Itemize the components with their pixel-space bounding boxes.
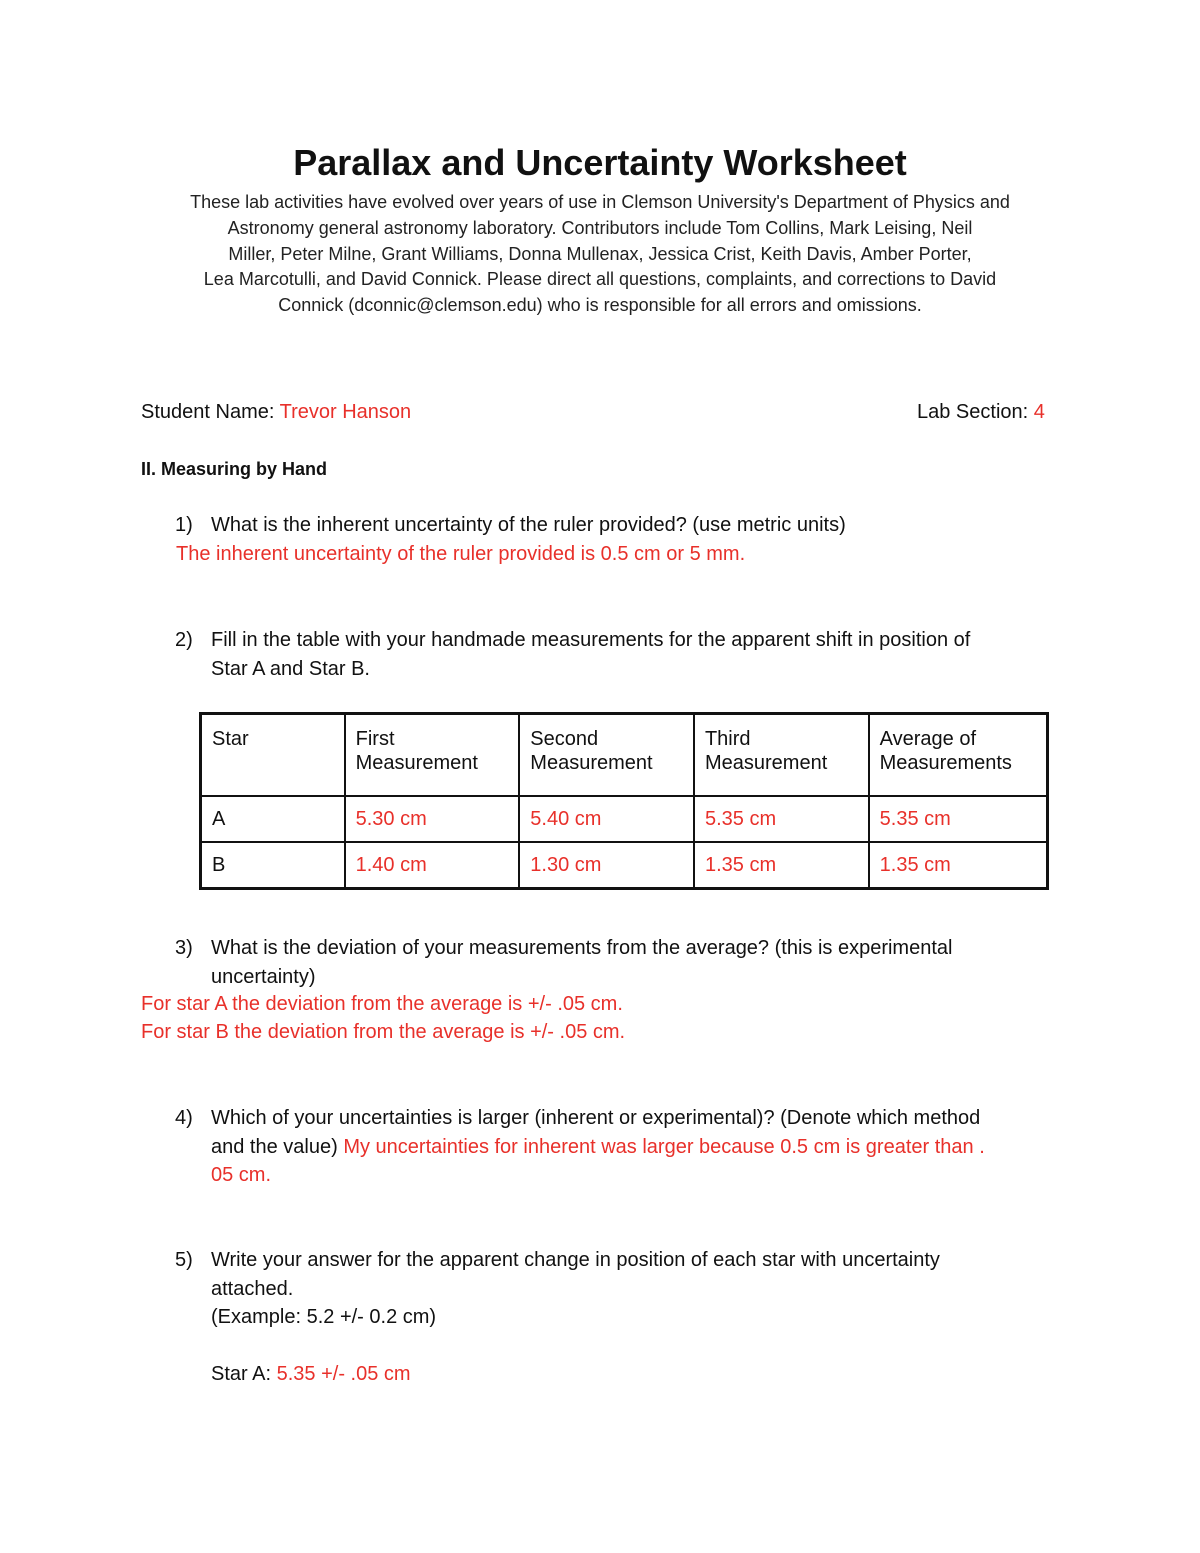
question-3-line: uncertainty) [211, 965, 316, 988]
question-3-line: What is the deviation of your measurements from the average? (this is experimental [211, 937, 953, 959]
question-1-text: What is the inherent uncertainty of the ruler provided? (use metric units) [211, 514, 846, 536]
table-cell: 5.30 cm [345, 796, 520, 842]
page-title: Parallax and Uncertainty Worksheet [293, 142, 907, 183]
table-cell: 1.35 cm [869, 842, 1048, 889]
lab-section-field [917, 401, 1045, 424]
header-text: Star [212, 728, 249, 750]
answer-4-part2: 05 cm. [211, 1164, 272, 1186]
header-text: Measurement [704, 752, 828, 774]
table-header-cell [345, 714, 520, 797]
table-cell: 1.35 cm [694, 842, 869, 889]
table-cell: 5.35 cm [694, 796, 869, 842]
question-2-text [211, 626, 970, 683]
student-name-field [141, 401, 411, 424]
question-number: 1) [175, 514, 193, 536]
header-text: Third [704, 728, 751, 750]
header-text: Average of [879, 728, 977, 750]
student-name-value: Trevor Hanson [279, 401, 412, 423]
question-5-text [211, 1246, 940, 1389]
header-text: First [355, 728, 395, 750]
answer-3b: For star B the deviation from the average is +/- .05 cm. [141, 1021, 626, 1043]
question-4-text [211, 1104, 985, 1190]
question-number: 5) [175, 1249, 193, 1271]
table-cell-star: B [201, 842, 345, 889]
star-a-value: 5.35 +/- .05 cm [276, 1363, 411, 1385]
question-5-line: Write your answer for the apparent change in position of each star with uncertainty [211, 1249, 940, 1271]
star-a-label: Star A: [211, 1363, 277, 1385]
question-5-example: (Example: 5.2 +/- 0.2 cm) [211, 1306, 437, 1328]
table-row [201, 842, 1048, 889]
question-number: 4) [175, 1107, 193, 1129]
question-4-line [211, 1133, 985, 1162]
header-text: Measurement [355, 752, 478, 774]
table-header-cell [869, 714, 1048, 797]
intro-line: Astronomy general astronomy laboratory. Contributors include Tom Collins, Mark Leising, Neil [227, 217, 973, 238]
question-4-prefix: and the value) [211, 1135, 344, 1158]
table-cell: 5.35 cm [869, 796, 1048, 842]
lab-section-label: Lab Section: [917, 401, 1034, 423]
section-heading: II. Measuring by Hand [141, 459, 328, 479]
table-header-row [201, 714, 1048, 797]
question-number: 2) [175, 629, 193, 651]
question-number: 3) [175, 937, 193, 959]
intro-line: Connick (dconnic@clemson.edu) who is responsible for all errors and omissions. [278, 295, 922, 316]
header-text: Measurements [879, 752, 1012, 774]
question-2-line: Fill in the table with your handmade measurements for the apparent shift in position of [211, 629, 971, 651]
question-4-line: Which of your uncertainties is larger (inherent or experimental)? (Denote which method [211, 1107, 981, 1129]
table-cell: 1.30 cm [519, 842, 694, 889]
star-a-answer [211, 1360, 940, 1389]
table-cell: 5.40 cm [519, 796, 694, 842]
intro-line: Miller, Peter Milne, Grant Williams, Donna Mullenax, Jessica Crist, Keith Davis, Amber Porter, [228, 243, 972, 264]
answer-4-part1: My uncertainties for inherent was larger because 0.5 cm is greater than . [343, 1135, 985, 1158]
intro-line: These lab activities have evolved over years of use in Clemson University's Department of Physics and [190, 192, 1010, 212]
student-name-label: Student Name: [141, 401, 280, 423]
answer-1: The inherent uncertainty of the ruler provided is 0.5 cm or 5 mm. [176, 543, 746, 565]
table-cell: 1.40 cm [345, 842, 520, 889]
intro-line: Lea Marcotulli, and David Connick. Please direct all questions, complaints, and corrections to David [203, 269, 997, 290]
intro-paragraph [140, 190, 1060, 319]
header-text: Second [530, 728, 599, 750]
table-header-cell [201, 714, 345, 797]
table-header-cell [519, 714, 694, 797]
measurements-table [199, 712, 1049, 890]
table-row [201, 796, 1048, 842]
table-cell-star: A [201, 796, 345, 842]
spacer [211, 1332, 940, 1361]
question-3-text [211, 934, 952, 991]
table-header-cell [694, 714, 869, 797]
question-5-line: attached. [211, 1277, 294, 1300]
header-text: Measurement [530, 752, 653, 774]
question-2-line: Star A and Star B. [211, 657, 370, 680]
answer-3a: For star A the deviation from the average is +/- .05 cm. [141, 993, 623, 1015]
lab-section-value: 4 [1033, 401, 1045, 423]
